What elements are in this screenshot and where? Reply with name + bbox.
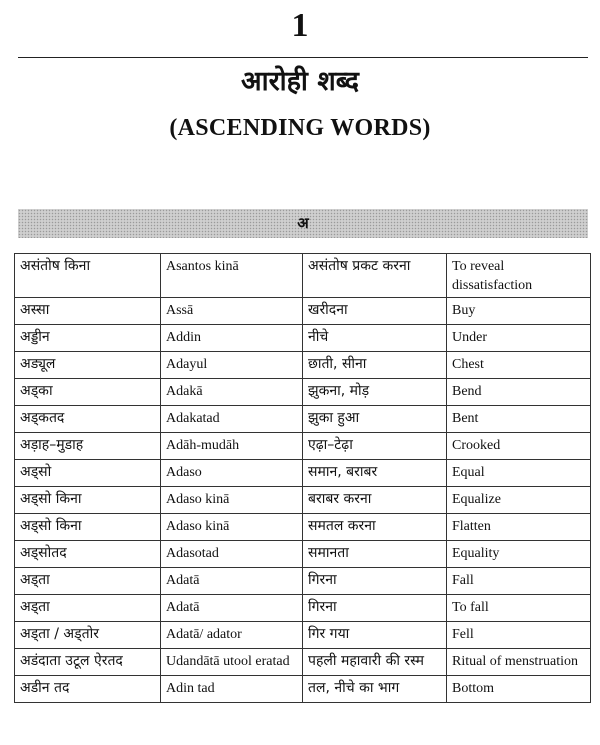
transliteration-cell: Adaso kinā <box>161 487 303 514</box>
hindi-meaning-cell: तल, नीचे का भाग <box>303 676 447 703</box>
transliteration-cell: Adatā <box>161 568 303 595</box>
hindi-word-cell: अड्सो किना <box>15 514 161 541</box>
chapter-number: 1 <box>291 7 309 44</box>
vocabulary-table-body <box>15 254 591 703</box>
hindi-word-cell: अडंदाता उटूल ऐरतद <box>15 649 161 676</box>
hindi-word-cell: अड्सोतद <box>15 541 161 568</box>
english-meaning-cell: Bent <box>447 406 591 433</box>
page-title-english: (ASCENDING WORDS) <box>169 115 431 141</box>
hindi-meaning-cell: झुकना, मोड़ <box>303 379 447 406</box>
english-meaning-cell: Buy <box>447 298 591 325</box>
table-row <box>15 352 591 379</box>
english-meaning-cell: Fell <box>447 622 591 649</box>
hindi-meaning-cell: पहली महावारी की रस्म <box>303 649 447 676</box>
hindi-word-cell: अडीन तद <box>15 676 161 703</box>
english-meaning-cell: Ritual of menstruation <box>447 649 591 676</box>
page-title-hindi: आरोही शब्द <box>240 66 360 97</box>
hindi-meaning-cell: खरीदना <box>303 298 447 325</box>
hindi-meaning-cell: नीचे <box>303 325 447 352</box>
transliteration-cell: Asantos kinā <box>161 254 303 298</box>
english-meaning-cell: Fall <box>447 568 591 595</box>
table-row <box>15 379 591 406</box>
table-row <box>15 676 591 703</box>
transliteration-cell: Adatā <box>161 595 303 622</box>
table-row <box>15 325 591 352</box>
english-meaning-cell: Bend <box>447 379 591 406</box>
table-row <box>15 541 591 568</box>
table-row <box>15 254 591 298</box>
table-row <box>15 460 591 487</box>
hindi-word-cell: असंतोष किना <box>15 254 161 298</box>
hindi-meaning-cell: गिर गया <box>303 622 447 649</box>
transliteration-cell: Adatā/ adator <box>161 622 303 649</box>
english-meaning-cell: To reveal dissatisfaction <box>447 254 591 298</box>
transliteration-cell: Adayul <box>161 352 303 379</box>
header-rule <box>18 57 588 58</box>
hindi-word-cell: अड्का <box>15 379 161 406</box>
english-meaning-cell: Equality <box>447 541 591 568</box>
hindi-word-cell: अड्ता / अड्तोर <box>15 622 161 649</box>
english-meaning-cell: To fall <box>447 595 591 622</box>
hindi-word-cell: अड्यूल <box>15 352 161 379</box>
table-row <box>15 622 591 649</box>
hindi-meaning-cell: झुका हुआ <box>303 406 447 433</box>
hindi-meaning-cell: गिरना <box>303 568 447 595</box>
section-header-band <box>18 209 588 238</box>
table-row <box>15 649 591 676</box>
transliteration-cell: Adakā <box>161 379 303 406</box>
hindi-word-cell: अड्डीन <box>15 325 161 352</box>
table-row <box>15 433 591 460</box>
hindi-meaning-cell: समान, बराबर <box>303 460 447 487</box>
english-meaning-cell: Flatten <box>447 514 591 541</box>
table-row <box>15 487 591 514</box>
table-row <box>15 406 591 433</box>
hindi-meaning-cell: गिरना <box>303 595 447 622</box>
transliteration-cell: Adaso <box>161 460 303 487</box>
hindi-meaning-cell: असंतोष प्रकट करना <box>303 254 447 298</box>
hindi-meaning-cell: छाती, सीना <box>303 352 447 379</box>
transliteration-cell: Adāh-mudāh <box>161 433 303 460</box>
hindi-word-cell: अड्ता <box>15 595 161 622</box>
vocabulary-table <box>14 253 591 703</box>
hindi-word-cell: अड़ाह–मुडाह <box>15 433 161 460</box>
hindi-meaning-cell: समतल करना <box>303 514 447 541</box>
hindi-word-cell: अड्ता <box>15 568 161 595</box>
section-letter: अ <box>297 214 309 232</box>
table-row <box>15 568 591 595</box>
english-meaning-cell: Equalize <box>447 487 591 514</box>
transliteration-cell: Addin <box>161 325 303 352</box>
table-row <box>15 595 591 622</box>
hindi-meaning-cell: समानता <box>303 541 447 568</box>
english-meaning-cell: Bottom <box>447 676 591 703</box>
hindi-word-cell: अड्सो किना <box>15 487 161 514</box>
english-meaning-cell: Crooked <box>447 433 591 460</box>
table-row <box>15 298 591 325</box>
english-meaning-cell: Equal <box>447 460 591 487</box>
transliteration-cell: Udandātā utool eratad <box>161 649 303 676</box>
table-row <box>15 514 591 541</box>
hindi-word-cell: अड्सो <box>15 460 161 487</box>
transliteration-cell: Adaso kinā <box>161 514 303 541</box>
transliteration-cell: Adin tad <box>161 676 303 703</box>
english-meaning-cell: Chest <box>447 352 591 379</box>
transliteration-cell: Assā <box>161 298 303 325</box>
hindi-word-cell: अड्कतद <box>15 406 161 433</box>
english-meaning-cell: Under <box>447 325 591 352</box>
transliteration-cell: Adasotad <box>161 541 303 568</box>
hindi-meaning-cell: एढ़ा–टेढ़ा <box>303 433 447 460</box>
hindi-meaning-cell: बराबर करना <box>303 487 447 514</box>
transliteration-cell: Adakatad <box>161 406 303 433</box>
hindi-word-cell: अस्सा <box>15 298 161 325</box>
